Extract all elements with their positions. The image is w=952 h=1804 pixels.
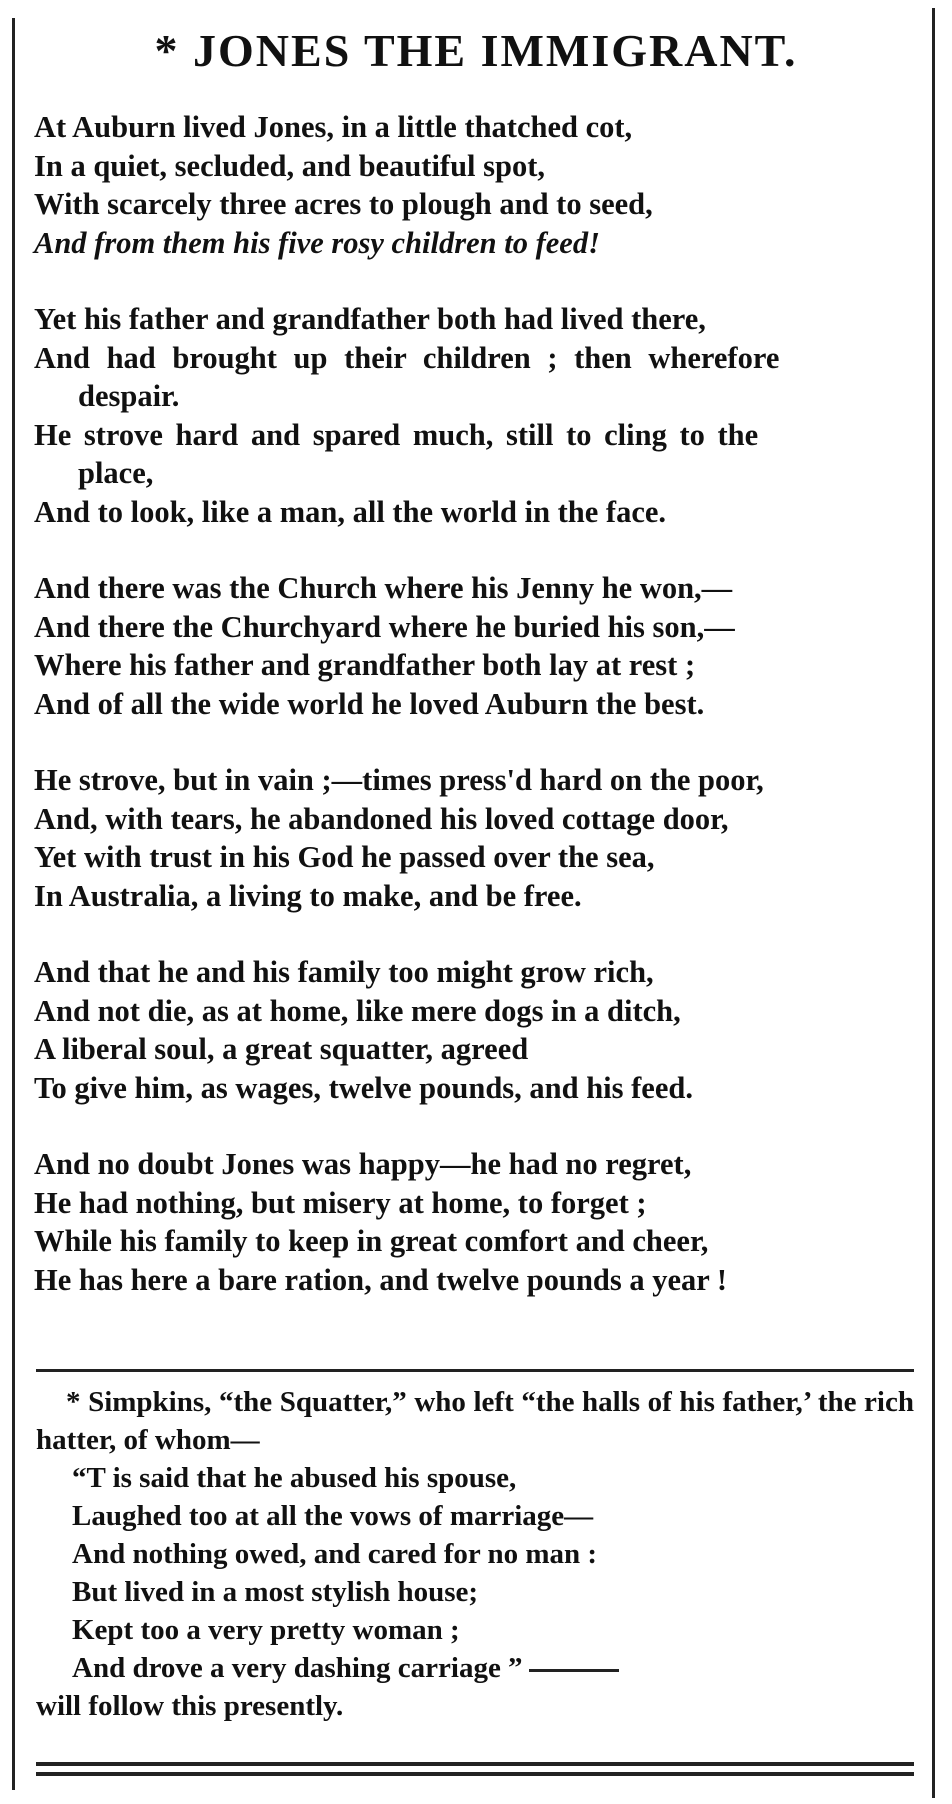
poem-line: He strove, but in vain ;—times press'd hard on the poor,: [34, 763, 764, 797]
poem-line: With scarcely three acres to plough and to seed,: [34, 187, 653, 221]
poem-line: A liberal soul, a great squatter, agreed: [34, 1032, 529, 1066]
closing-double-rule-top: [36, 1762, 914, 1766]
poem-line: He had nothing, but misery at home, to forget ;: [34, 1185, 647, 1220]
footnote-verse-line: Laughed too at all the vows of marriage—: [72, 1500, 594, 1532]
poem-line: To give him, as wages, twelve pounds, and his feed.: [34, 1070, 693, 1105]
footnote-verse-line: “T is said that he abused his spouse,: [72, 1462, 517, 1494]
poem-line-text: And had brought up their children ; then wherefore: [34, 340, 780, 375]
stanza-6: [34, 1145, 914, 1299]
poem-title: * JONES THE IMMIGRANT.: [154, 25, 798, 76]
em-dash-rule: [529, 1669, 619, 1672]
poem-line: In Australia, a living to make, and be free.: [34, 878, 582, 913]
poem-line: While his family to keep in great comfort and cheer,: [34, 1224, 709, 1258]
poem-line: And of all the wide world he loved Auburn the best.: [34, 686, 705, 721]
closing-double-rule-bottom: [36, 1772, 914, 1776]
footnote-intro: * Simpkins, “the Squatter,” who left “the halls of his father,’ the rich hatter, of whom—: [36, 1386, 914, 1456]
footnote-verse-text: And drove a very dashing carriage ”: [72, 1652, 523, 1684]
footnote-separator-rule: [36, 1369, 914, 1372]
poem-line: Yet with trust in his God he passed over the sea,: [34, 840, 655, 874]
poem-line: And there was the Church where his Jenny he won,—: [34, 571, 733, 605]
footnote-verse-line: Kept too a very pretty woman ;: [72, 1614, 460, 1646]
left-column-rule: [12, 18, 15, 1790]
poem-line: And no doubt Jones was happy—he had no regret,: [34, 1147, 692, 1181]
stanza-1: [34, 108, 914, 262]
poem-line: At Auburn lived Jones, in a little thatched cot,: [34, 110, 633, 144]
poem-line: [34, 416, 914, 455]
footnote-tail: will follow this presently.: [36, 1690, 344, 1722]
poem-body: [34, 108, 914, 1337]
footnote: [36, 1383, 914, 1725]
poem-line: And there the Churchyard where he buried his son,—: [34, 609, 735, 644]
footnote-verse-line: But lived in a most stylish house;: [72, 1576, 479, 1608]
poem-line-text: He strove hard and spared much, still to cling to the: [34, 417, 759, 452]
poem-line: Yet his father and grandfather both had lived there,: [34, 302, 706, 336]
stanza-4: [34, 761, 914, 915]
right-column-rule: [932, 8, 935, 1798]
poem-line: And to look, like a man, all the world in the face.: [34, 494, 667, 529]
footnote-verse-line: And nothing owed, and cared for no man :: [72, 1538, 598, 1570]
poem-line: And, with tears, he abandoned his loved cottage door,: [34, 801, 729, 836]
poem-line: And not die, as at home, like mere dogs in a ditch,: [34, 993, 681, 1028]
stanza-5: [34, 953, 914, 1107]
stanza-3: [34, 569, 914, 723]
poem-line: In a quiet, secluded, and beautiful spot,: [34, 148, 545, 183]
footnote-verse-line: [36, 1649, 914, 1687]
poem-line-continuation: despair.: [78, 379, 180, 413]
poem-line: [34, 339, 914, 378]
stanza-2: [34, 300, 914, 531]
poem-line-continuation: place,: [78, 456, 154, 490]
poem-line: And that he and his family too might grow rich,: [34, 955, 654, 989]
poem-line: Where his father and grandfather both lay at rest ;: [34, 648, 696, 682]
poem-line: And from them his five rosy children to feed!: [34, 225, 600, 260]
poem-line: He has here a bare ration, and twelve pounds a year !: [34, 1262, 728, 1297]
